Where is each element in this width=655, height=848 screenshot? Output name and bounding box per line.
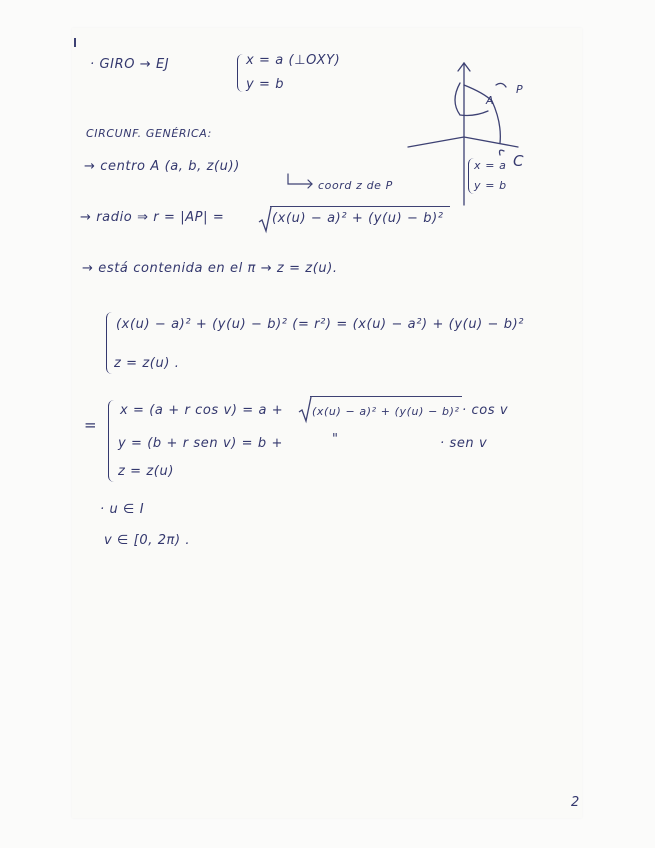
centro-line: → centro A (a, b, z(u)) <box>84 159 240 174</box>
system2-y-suffix: · sen v <box>440 436 488 451</box>
figure-plane-x: x = a <box>474 159 507 172</box>
u-domain: · u ∈ I <box>100 502 145 517</box>
figure-label-a: A <box>486 94 495 107</box>
v-domain: v ∈ [0, 2π) . <box>104 533 191 548</box>
circunf-heading: CIRCUNF. GENÉRICA: <box>86 127 212 140</box>
radio-sqrt-bar <box>270 206 450 207</box>
radio-line-prefix: → radio ⇒ r = |AP| = <box>80 210 225 225</box>
page-number: 2 <box>571 795 580 810</box>
esta-line: → está contenida en el π → z = z(u). <box>82 261 338 276</box>
figure-label-p: P <box>516 83 524 96</box>
system1-brace <box>106 312 113 374</box>
coord-arrow <box>286 174 314 190</box>
radio-sqrt-content: (x(u) − a)² + (y(u) − b)² <box>272 211 444 226</box>
figure-label-c: C <box>513 152 525 170</box>
system1-line1: (x(u) − a)² + (y(u) − b)² (= r²) = (x(u) − a²) + (y(u) − b)² <box>116 317 525 332</box>
system2-z: z = z(u) <box>118 464 174 479</box>
system2-x-prefix: x = (a + r cos v) = a + <box>120 403 284 418</box>
system2-sqrt-sign <box>298 396 312 422</box>
system2-brace <box>108 400 115 482</box>
figure-plane-y: y = b <box>474 179 507 192</box>
giro-y-equation: y = b <box>246 77 285 92</box>
system1-line2: z = z(u) . <box>114 356 180 371</box>
giro-x-equation: x = a (⊥OXY) <box>246 53 341 68</box>
margin-mark <box>74 38 76 47</box>
system2-x-suffix: · cos v <box>462 403 509 418</box>
giro-brace <box>237 54 243 92</box>
giro-label: · GIRO → EJ <box>90 57 170 72</box>
system2-x-sqrt: (x(u) − a)² + (y(u) − b)² <box>312 405 460 418</box>
equals-sign: = <box>84 416 98 434</box>
coord-note: coord z de P <box>318 179 393 192</box>
system2-sqrt-bar <box>310 396 462 397</box>
system2-y-prefix: y = (b + r sen v) = b + <box>118 436 283 451</box>
system2-y-ditto: " <box>332 432 339 447</box>
radio-sqrt-sign <box>258 206 272 232</box>
